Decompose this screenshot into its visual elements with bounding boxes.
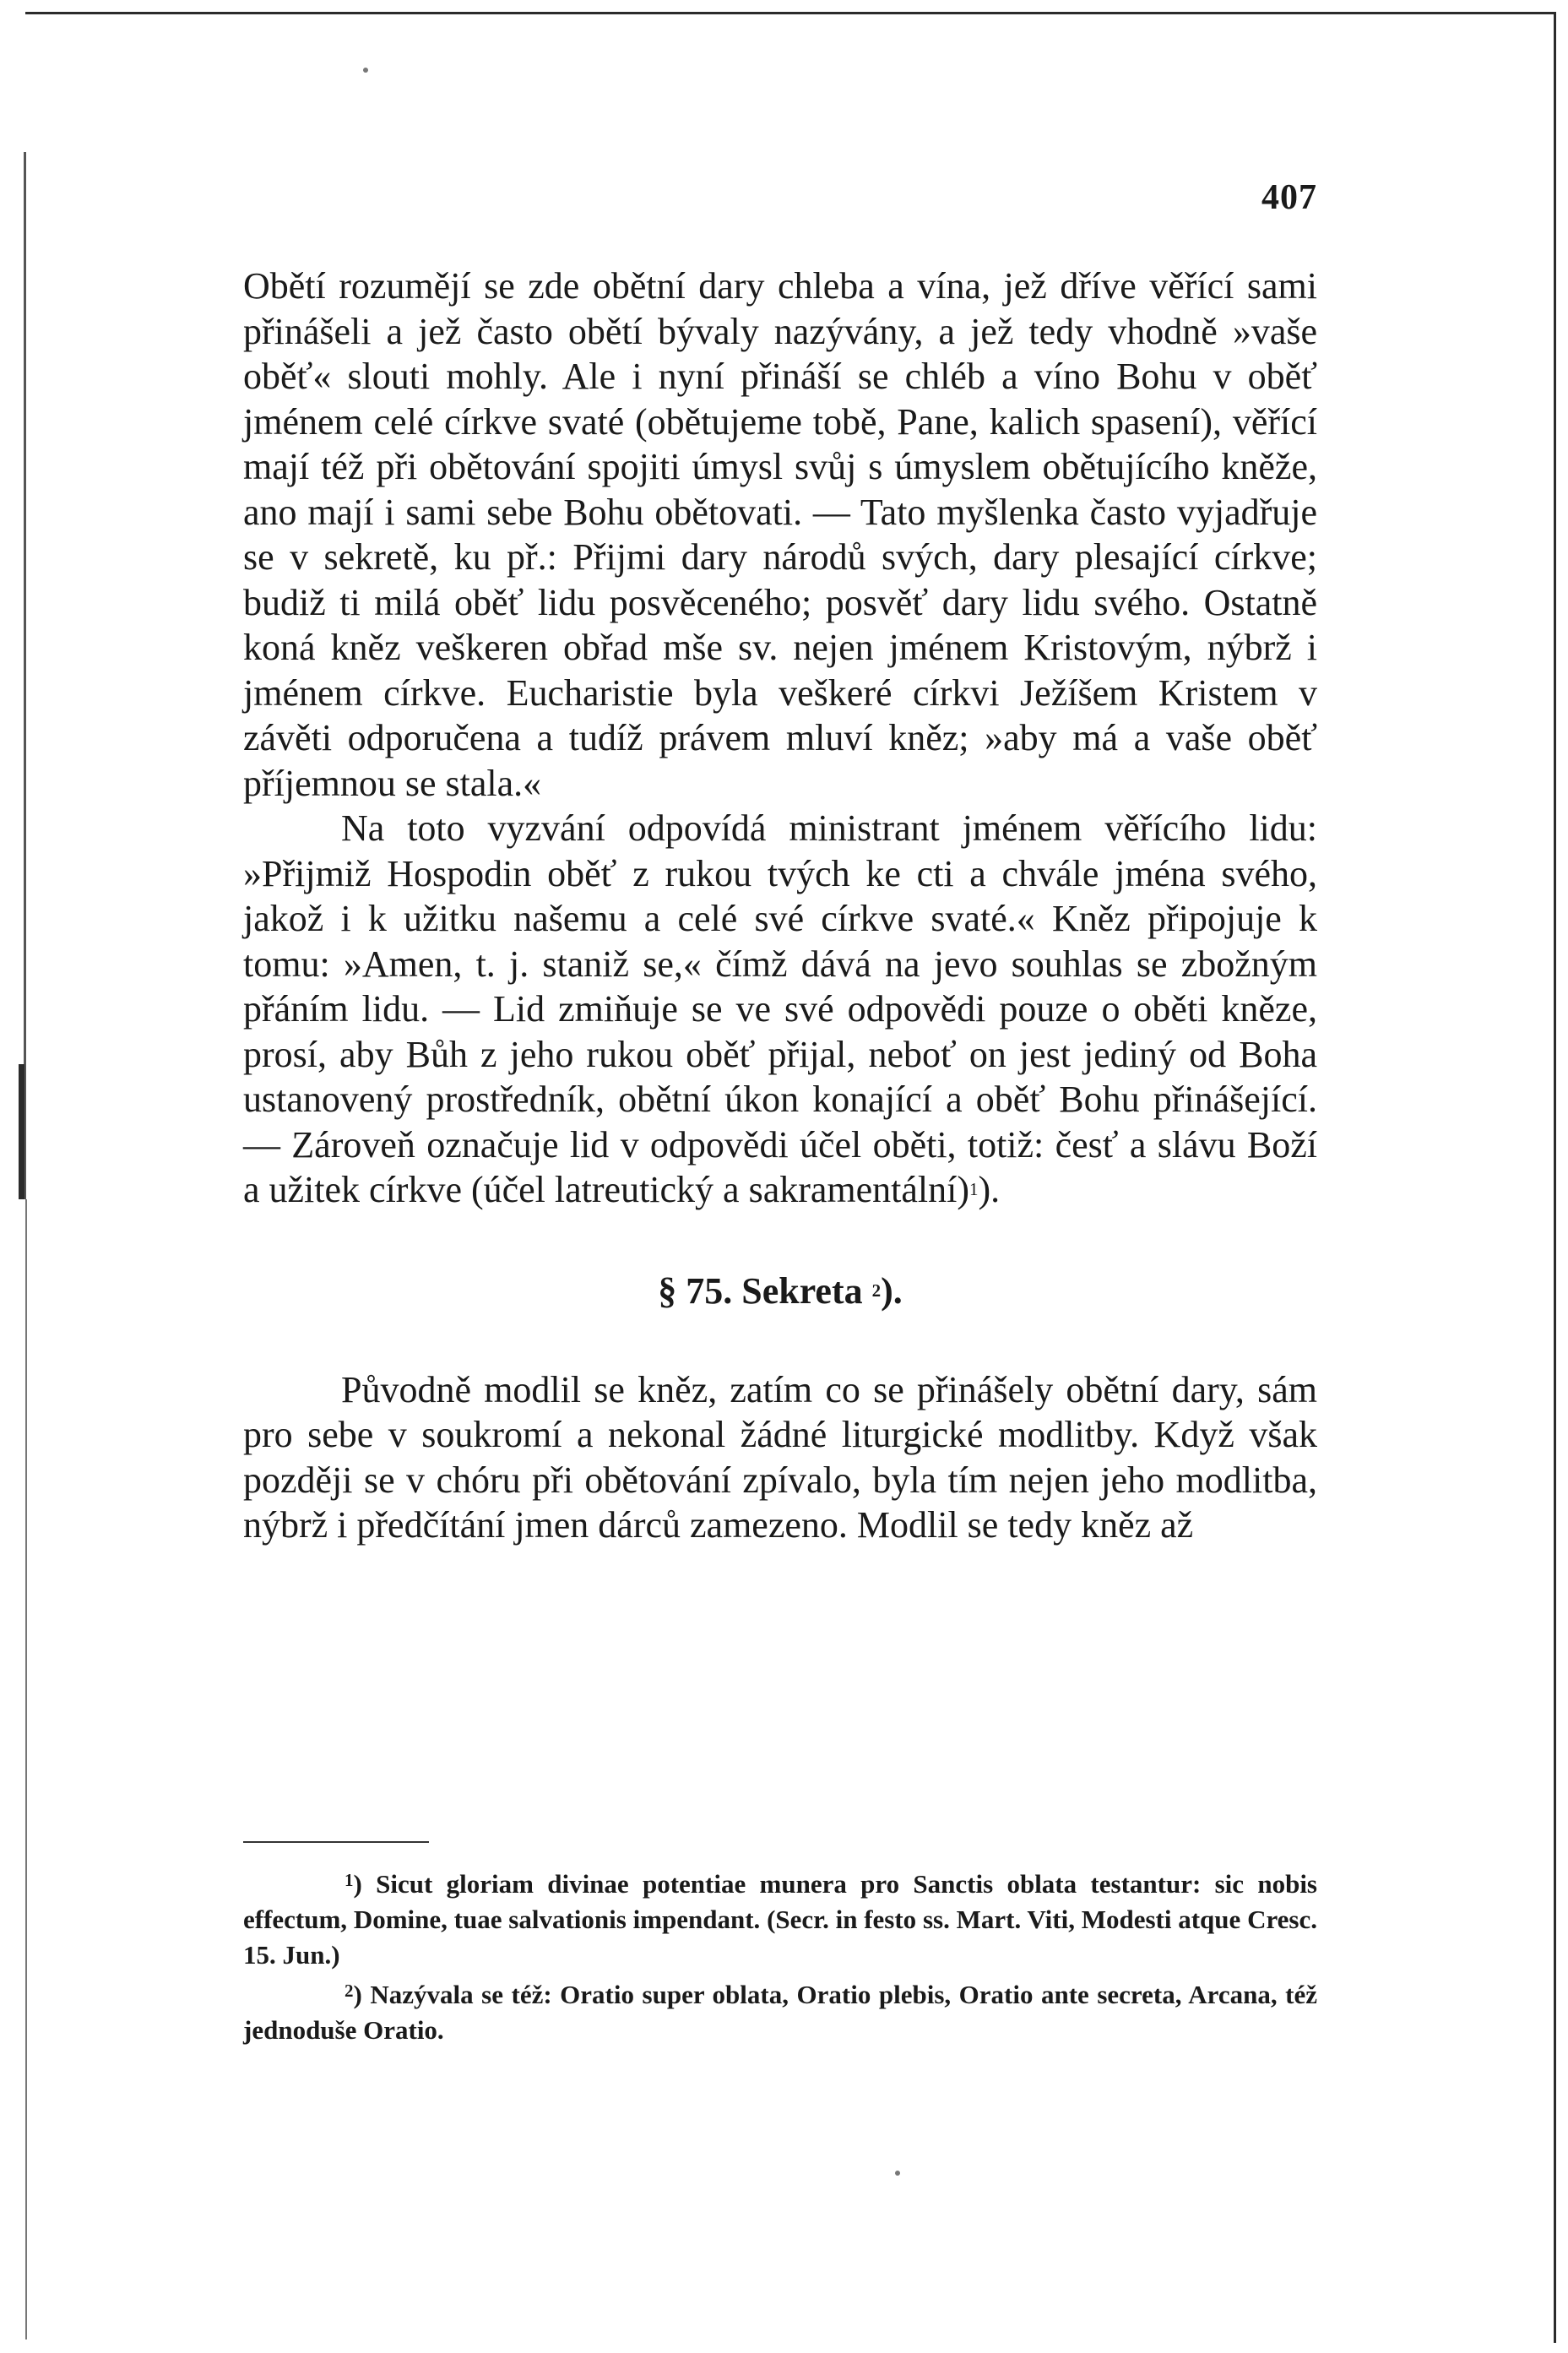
- footnote-2: [243, 1973, 1317, 2048]
- footnote-2-text: ) Nazývala se též: Oratio super oblata, Oratio plebis, Oratio ante secreta, Arcana, též jednoduše Oratio.: [243, 1980, 1317, 2045]
- footnote-1-mark: 1: [345, 1870, 354, 1890]
- scan-binding-mark: [19, 1064, 24, 1199]
- scan-speck: [363, 68, 368, 73]
- scan-border-top: [25, 12, 1555, 14]
- paragraph-2-tail: ).: [978, 1169, 1001, 1210]
- scan-border-left: [24, 152, 26, 1199]
- footnote-2-mark: 2: [345, 1981, 354, 2001]
- footnotes: [243, 1862, 1317, 2048]
- footnote-ref-2: 2: [871, 1280, 882, 1301]
- paragraph-1: Obětí rozumějí se zde obětní dary chleba a vína, jež dříve věřící sami přinášeli a jež často obětí bývaly nazývány, a jež tedy vhodně »vaše oběť« slouti mohly. Ale i nyní přináší se chléb a víno Bohu v oběť jménem celé církve svaté (obětujeme tobě, Pane, kalich spasení), věřící mají též při obětování spojiti úmysl svůj s úmyslem obětujícího kněže, ano mají i sami sebe Bohu obětovati. — Tato myšlenka často vyjadřuje se v sekretě, ku př.: Přijmi dary národů svých, dary plesající církve; budiž ti milá oběť lidu posvěceného; posvěť dary lidu svého. Ostatně koná kněz veškeren obřad mše sv. nejen jménem Kristovým, nýbrž i jménem církve. Eucharistie byla veškeré církvi Ježíšem Kristem v závěti odporučena a tudíž právem mluví kněz; »aby má a vaše oběť příjemnou se stala.«: [243, 265, 1317, 804]
- scan-border-left-lower: [25, 1199, 27, 2339]
- paragraph-2-text: Na toto vyzvání odpovídá ministrant jménem věřícího lidu: »Přijmiž Hospodin oběť z rukou tvých ke cti a chvále jména svého, jakož i k užitku našemu a celé své církve svaté.« Kněz připojuje k tomu: »Amen, t. j. staniž se,« čímž dává na jevo souhlas se zbožným přáním lidu. — Lid zmiňuje se ve své odpovědi pouze o oběti kněze, prosí, aby Bůh z jeho rukou oběť přijal, neboť on jest jediný od Boha ustanovený prostředník, obětní úkon konající a oběť Bohu přinášející. — Zároveň označuje lid v odpovědi účel oběti, totiž: česť a slávu Boží a užitek církve (účel latreutický a sakramentální): [243, 807, 1317, 1210]
- page-number: 407: [1261, 178, 1317, 217]
- section-heading-text: § 75. Sekreta: [658, 1269, 863, 1312]
- footnote-1: [243, 1862, 1317, 1973]
- footnote-1-text: ) Sicut gloriam divinae potentiae munera pro Sanctis oblata testantur: sic nobis effectum, Domine, tuae salvationis impendant. (Secr. in festo ss. Mart. Viti, Modesti atque Cresc. 15. Jun.): [243, 1869, 1317, 1970]
- scan-speck: [895, 2171, 900, 2176]
- section-heading-tail: ).: [881, 1269, 903, 1312]
- footnote-ref-1: 1: [969, 1179, 979, 1199]
- paragraph-3: Původně modlil se kněz, zatím co se přinášely obětní dary, sám pro sebe v soukromí a nekonal žádné liturgické modlitby. Když však později se v chóru při obětování zpívalo, byla tím nejen jeho modlitba, nýbrž i předčítání jmen dárců zamezeno. Modlil se tedy kněz až: [243, 1368, 1317, 1546]
- scan-border-right: [1554, 12, 1556, 2343]
- footnote-separator: [243, 1841, 429, 1843]
- body-text: [243, 264, 1317, 1548]
- section-heading: [243, 1268, 1317, 1314]
- paragraph-2: [243, 806, 1317, 1213]
